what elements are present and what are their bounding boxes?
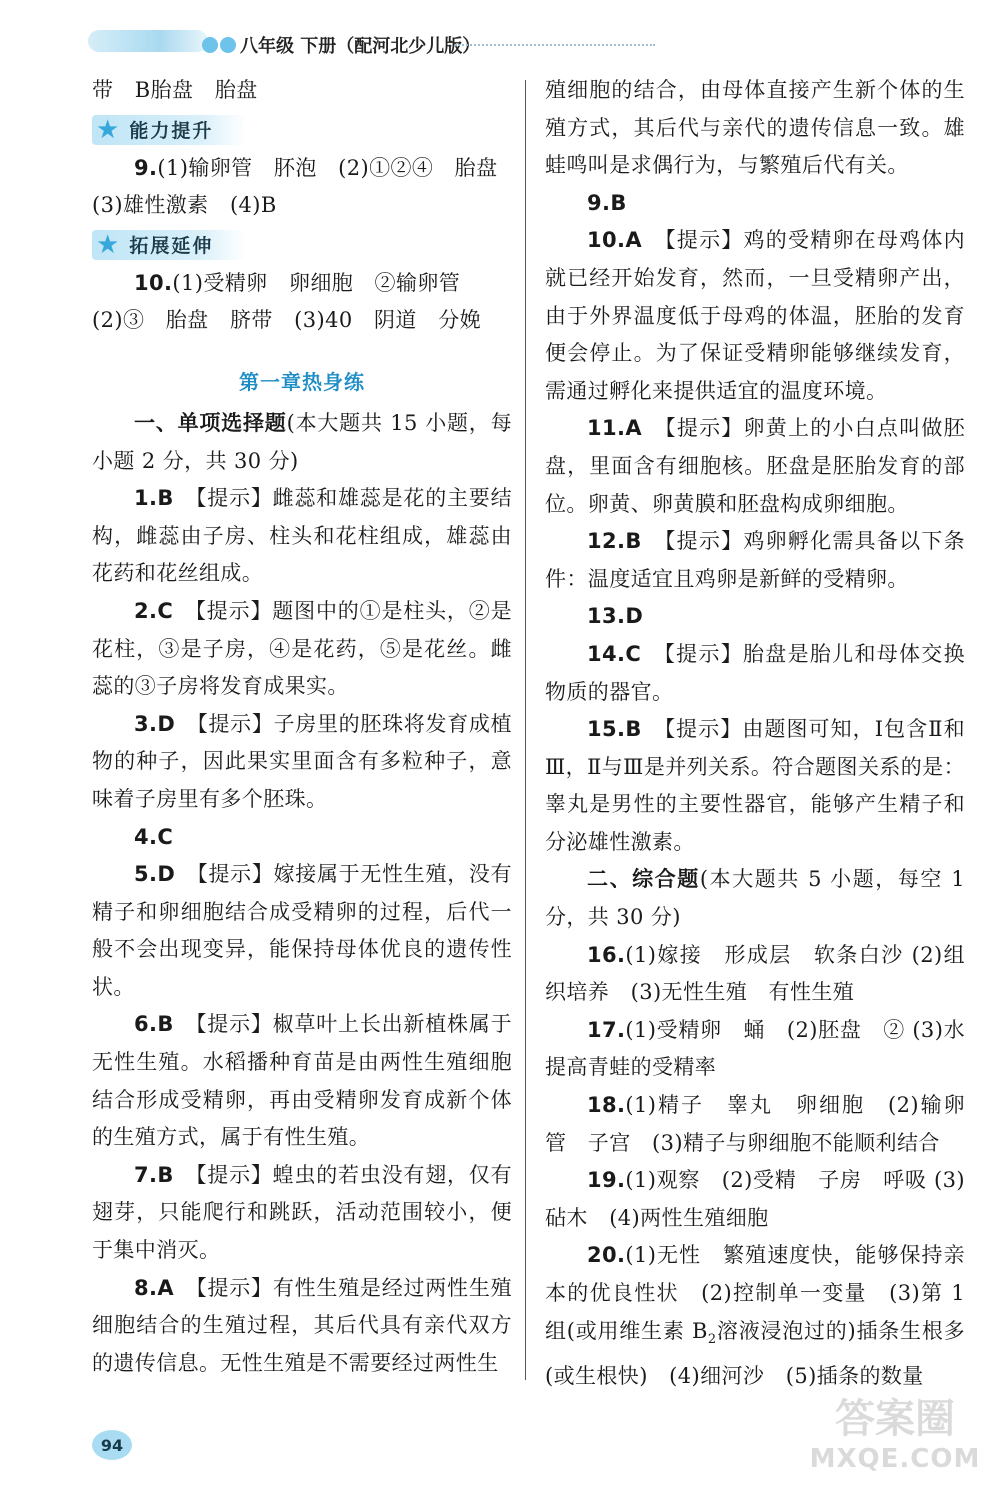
page-number: 94 [92, 1430, 132, 1460]
answer-item: 1.B 【提示】雌蕊和雄蕊是花的主要结构，雌蕊由子房、柱头和花柱组成，雄蕊由花药和花丝组成。 [92, 486, 512, 586]
answer-q8-continuation: 殖细胞的结合，由母体直接产生新个体的生殖方式，其后代与亲代的遗传信息一致。雄蛙鸣叫是求偶行为，与繁殖后代有关。 [545, 78, 965, 178]
answer-item: 19.(1)观察 (2)受精 子房 呼吸 (3)砧木 (4)两性生殖细胞 [545, 1168, 965, 1230]
banner-bar [92, 230, 246, 260]
answer-item: 14.C 【提示】胎盘是胎儿和母体交换物质的器官。 [545, 641, 965, 704]
answer-item: 12.B 【提示】鸡卵孵化需具备以下条件：温度适宜且鸡卵是新鲜的受精卵。 [545, 529, 965, 591]
answer-item: 2.C 【提示】题图中的①是柱头，②是花柱，③是子房，④是花药，⑤是花丝。雌蕊的③子房将发育成果实。 [92, 598, 512, 699]
banner-label: 能力提升 [129, 120, 214, 143]
answer-item: 13.D [587, 604, 644, 629]
answer-item: 5.D 【提示】嫁接属于无性生殖，没有精子和卵细胞结合成受精卵的过程，后代一般不会出现变异，能保持母体优良的遗传性状。 [92, 862, 513, 999]
header-dotted-line [455, 44, 655, 46]
answer-q9: 9.(1)输卵管 肧泡 (2)①②④ 胎盘 [134, 155, 498, 180]
answer-item: 4.C [134, 824, 174, 849]
answer-q9-cont: (3)雄性激素 (4)B [92, 193, 277, 218]
answer-item: 3.D 【提示】子房里的胚珠将发育成植物的种子，因此果实里面含有多粒种子，意味着子房里有多个胚珠。 [92, 711, 513, 811]
section-banner-extension [92, 227, 512, 263]
answer-item: 20.(1)无性 繁殖速度快，能够保持亲本的优良性状 (2)控制单一变量 (3)第 1 组(或用维生素 $B_2$溶液浸泡过的)插条生根多(或生根快) (4)细河沙 (5)插条的数量 [545, 1243, 965, 1389]
answer-item: 15.B 【提示】由题图可知，Ⅰ包含Ⅱ和Ⅲ，Ⅱ与Ⅲ是并列关系。符合题图关系的是：睾丸是男性的主要性器官，能够产生精子和分泌雄性激素。 [545, 717, 965, 854]
watermark-cn: 答案圈 [835, 1396, 955, 1442]
chapter-section-title: 第一章热身练 [239, 369, 365, 394]
answer-item: 17.(1)受精卵 蛹 (2)胚盘 ② (3)水 提高青蛙的受精率 [545, 1017, 987, 1080]
banner-bar [92, 115, 246, 145]
answer-q10-cont: (2)③ 胎盘 脐带 (3)40 阴道 分娩 [92, 308, 482, 333]
star-icon: ★ [96, 229, 120, 260]
part1-heading: 一、单项选择题(本大题共 15 小题，每小题 2 分，共 30 分) [92, 410, 512, 473]
answer-item: 6.B 【提示】椒草叶上长出新植株属于无性生殖。水稻播种育苗是由两性生殖细胞结合形成受精卵，再由受精卵发育成新个体的生殖方式，属于有性生殖。 [92, 1012, 512, 1150]
answer-item: 16.(1)嫁接 形成层 软条白沙 (2)组织培养 (3)无性生殖 有性生殖 [545, 942, 965, 1005]
watermark [800, 1395, 990, 1485]
answer-line-continuation: 带 B胎盘 胎盘 [92, 78, 258, 102]
answer-item: 9.B [587, 190, 627, 215]
answer-item: 7.B 【提示】蝗虫的若虫没有翅，仅有翅芽，只能爬行和跳跃，活动范围较小，便于集中消灭。 [92, 1162, 512, 1263]
part2-heading: 二、综合题(本大题共 5 小题，每空 1 分，共 30 分) [545, 867, 965, 930]
subscript: 2 [707, 1331, 717, 1347]
answer-item: 11.A 【提示】卵黄上的小白点叫做胚盘，里面含有细胞核。胚盘是胚胎发育的部位。卵黄、卵黄膜和胚盘构成卵细胞。 [545, 416, 965, 516]
column-divider [525, 80, 526, 1380]
star-icon: ★ [96, 114, 120, 145]
header-decor-dots [202, 34, 238, 53]
answer-item: 8.A 【提示】有性生殖是经过两性生殖细胞结合的生殖过程，其后代具有亲代双方的遗传信息。无性生殖是不需要经过两性生 [92, 1275, 512, 1375]
watermark-en: MXQE.COM [809, 1444, 981, 1474]
header-decor-band [88, 30, 208, 52]
answer-item: 10.A 【提示】鸡的受精卵在母鸡体内就已经开始发育，然而，一旦受精卵产出，由于外界温度低于母鸡的体温，胚胎的发育便会停止。为了保证受精卵能够继续发育，需通过孵化来提供适宜的温度环境。 [545, 228, 965, 403]
section-banner-ability [92, 112, 512, 148]
left-column [92, 72, 512, 1382]
right-column [545, 72, 987, 1396]
banner-label: 拓展延伸 [129, 235, 214, 258]
answer-q10: 10.(1)受精卵 卵细胞 ②输卵管 [134, 270, 461, 295]
answer-item: 18.(1)精子 睾丸 卵细胞 (2)输卵管 子宫 (3)精子与卵细胞不能顺利结合 [545, 1093, 965, 1155]
running-header-title: 八年级 下册（配河北少儿版） [240, 36, 481, 57]
